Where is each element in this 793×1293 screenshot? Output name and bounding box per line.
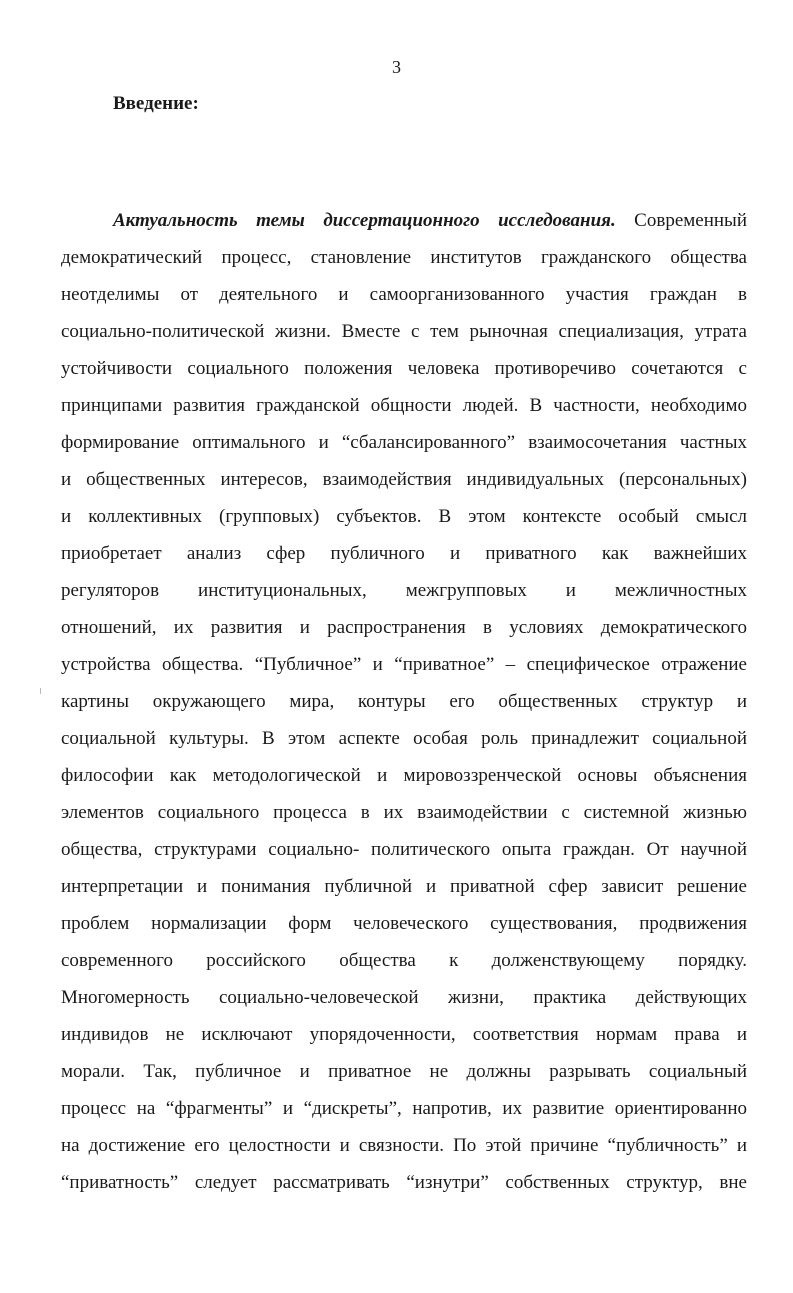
text-line: философии как методологической и мировоззренческой основы объяснения <box>61 765 747 787</box>
page-number: 3 <box>392 57 401 77</box>
text-line: “приватность” следует рассматривать “изнутри” собственных структур, вне <box>61 1172 747 1194</box>
text-line: картины окружающего мира, контуры его общественных структур и <box>61 691 747 713</box>
margin-mark <box>40 688 41 694</box>
text-line: неотделимы от деятельного и самоорганизованного участия граждан в <box>61 284 747 306</box>
text-line <box>61 202 747 239</box>
text-line: устойчивости социального положения человека противоречиво сочетаются с <box>61 358 747 380</box>
text-line: на достижение его целостности и связности. По этой причине “публичность” и <box>61 1135 747 1157</box>
text-line: социально-политической жизни. Вместе с тем рыночная специализация, утрата <box>61 321 747 343</box>
text-line: Многомерность социально-человеческой жизни, практика действующих <box>61 987 747 1009</box>
text-line: демократический процесс, становление институтов гражданского общества <box>61 247 747 269</box>
text-line: современного российского общества к долженствующему порядку. <box>61 950 747 972</box>
text-line: отношений, их развития и распространения в условиях демократического <box>61 617 747 639</box>
paragraph-lead: Актуальность темы диссертационного исследования. <box>113 210 616 231</box>
text-line: устройства общества. “Публичное” и “приватное” – специфическое отражение <box>61 654 747 676</box>
section-heading: Введение: <box>113 93 199 114</box>
text-line: принципами развития гражданской общности людей. В частности, необходимо <box>61 395 747 417</box>
text-line: и общественных интересов, взаимодействия индивидуальных (персональных) <box>61 469 747 491</box>
text-line: интерпретации и понимания публичной и приватной сфер зависит решение <box>61 876 747 898</box>
text-line: регуляторов институциональных, межгрупповых и межличностных <box>61 580 747 602</box>
body-paragraph <box>61 202 747 1201</box>
text-line: общества, структурами социально- политического опыта граждан. От научной <box>61 839 747 861</box>
text-line: процесс на “фрагменты” и “дискреты”, напротив, их развитие ориентированно <box>61 1098 747 1120</box>
text-line: элементов социального процесса в их взаимодействии с системной жизнью <box>61 802 747 824</box>
text-line: проблем нормализации форм человеческого существования, продвижения <box>61 913 747 935</box>
text-line: формирование оптимального и “сбалансированного” взаимосочетания частных <box>61 432 747 454</box>
text-line: социальной культуры. В этом аспекте особая роль принадлежит социальной <box>61 728 747 750</box>
text-line: индивидов не исключают упорядоченности, соответствия нормам права и <box>61 1024 747 1046</box>
text-line: приобретает анализ сфер публичного и приватного как важнейших <box>61 543 747 565</box>
text-line: и коллективных (групповых) субъектов. В этом контексте особый смысл <box>61 506 747 528</box>
text-line: морали. Так, публичное и приватное не должны разрывать социальный <box>61 1061 747 1083</box>
text-line-rest: Современный <box>615 210 747 231</box>
